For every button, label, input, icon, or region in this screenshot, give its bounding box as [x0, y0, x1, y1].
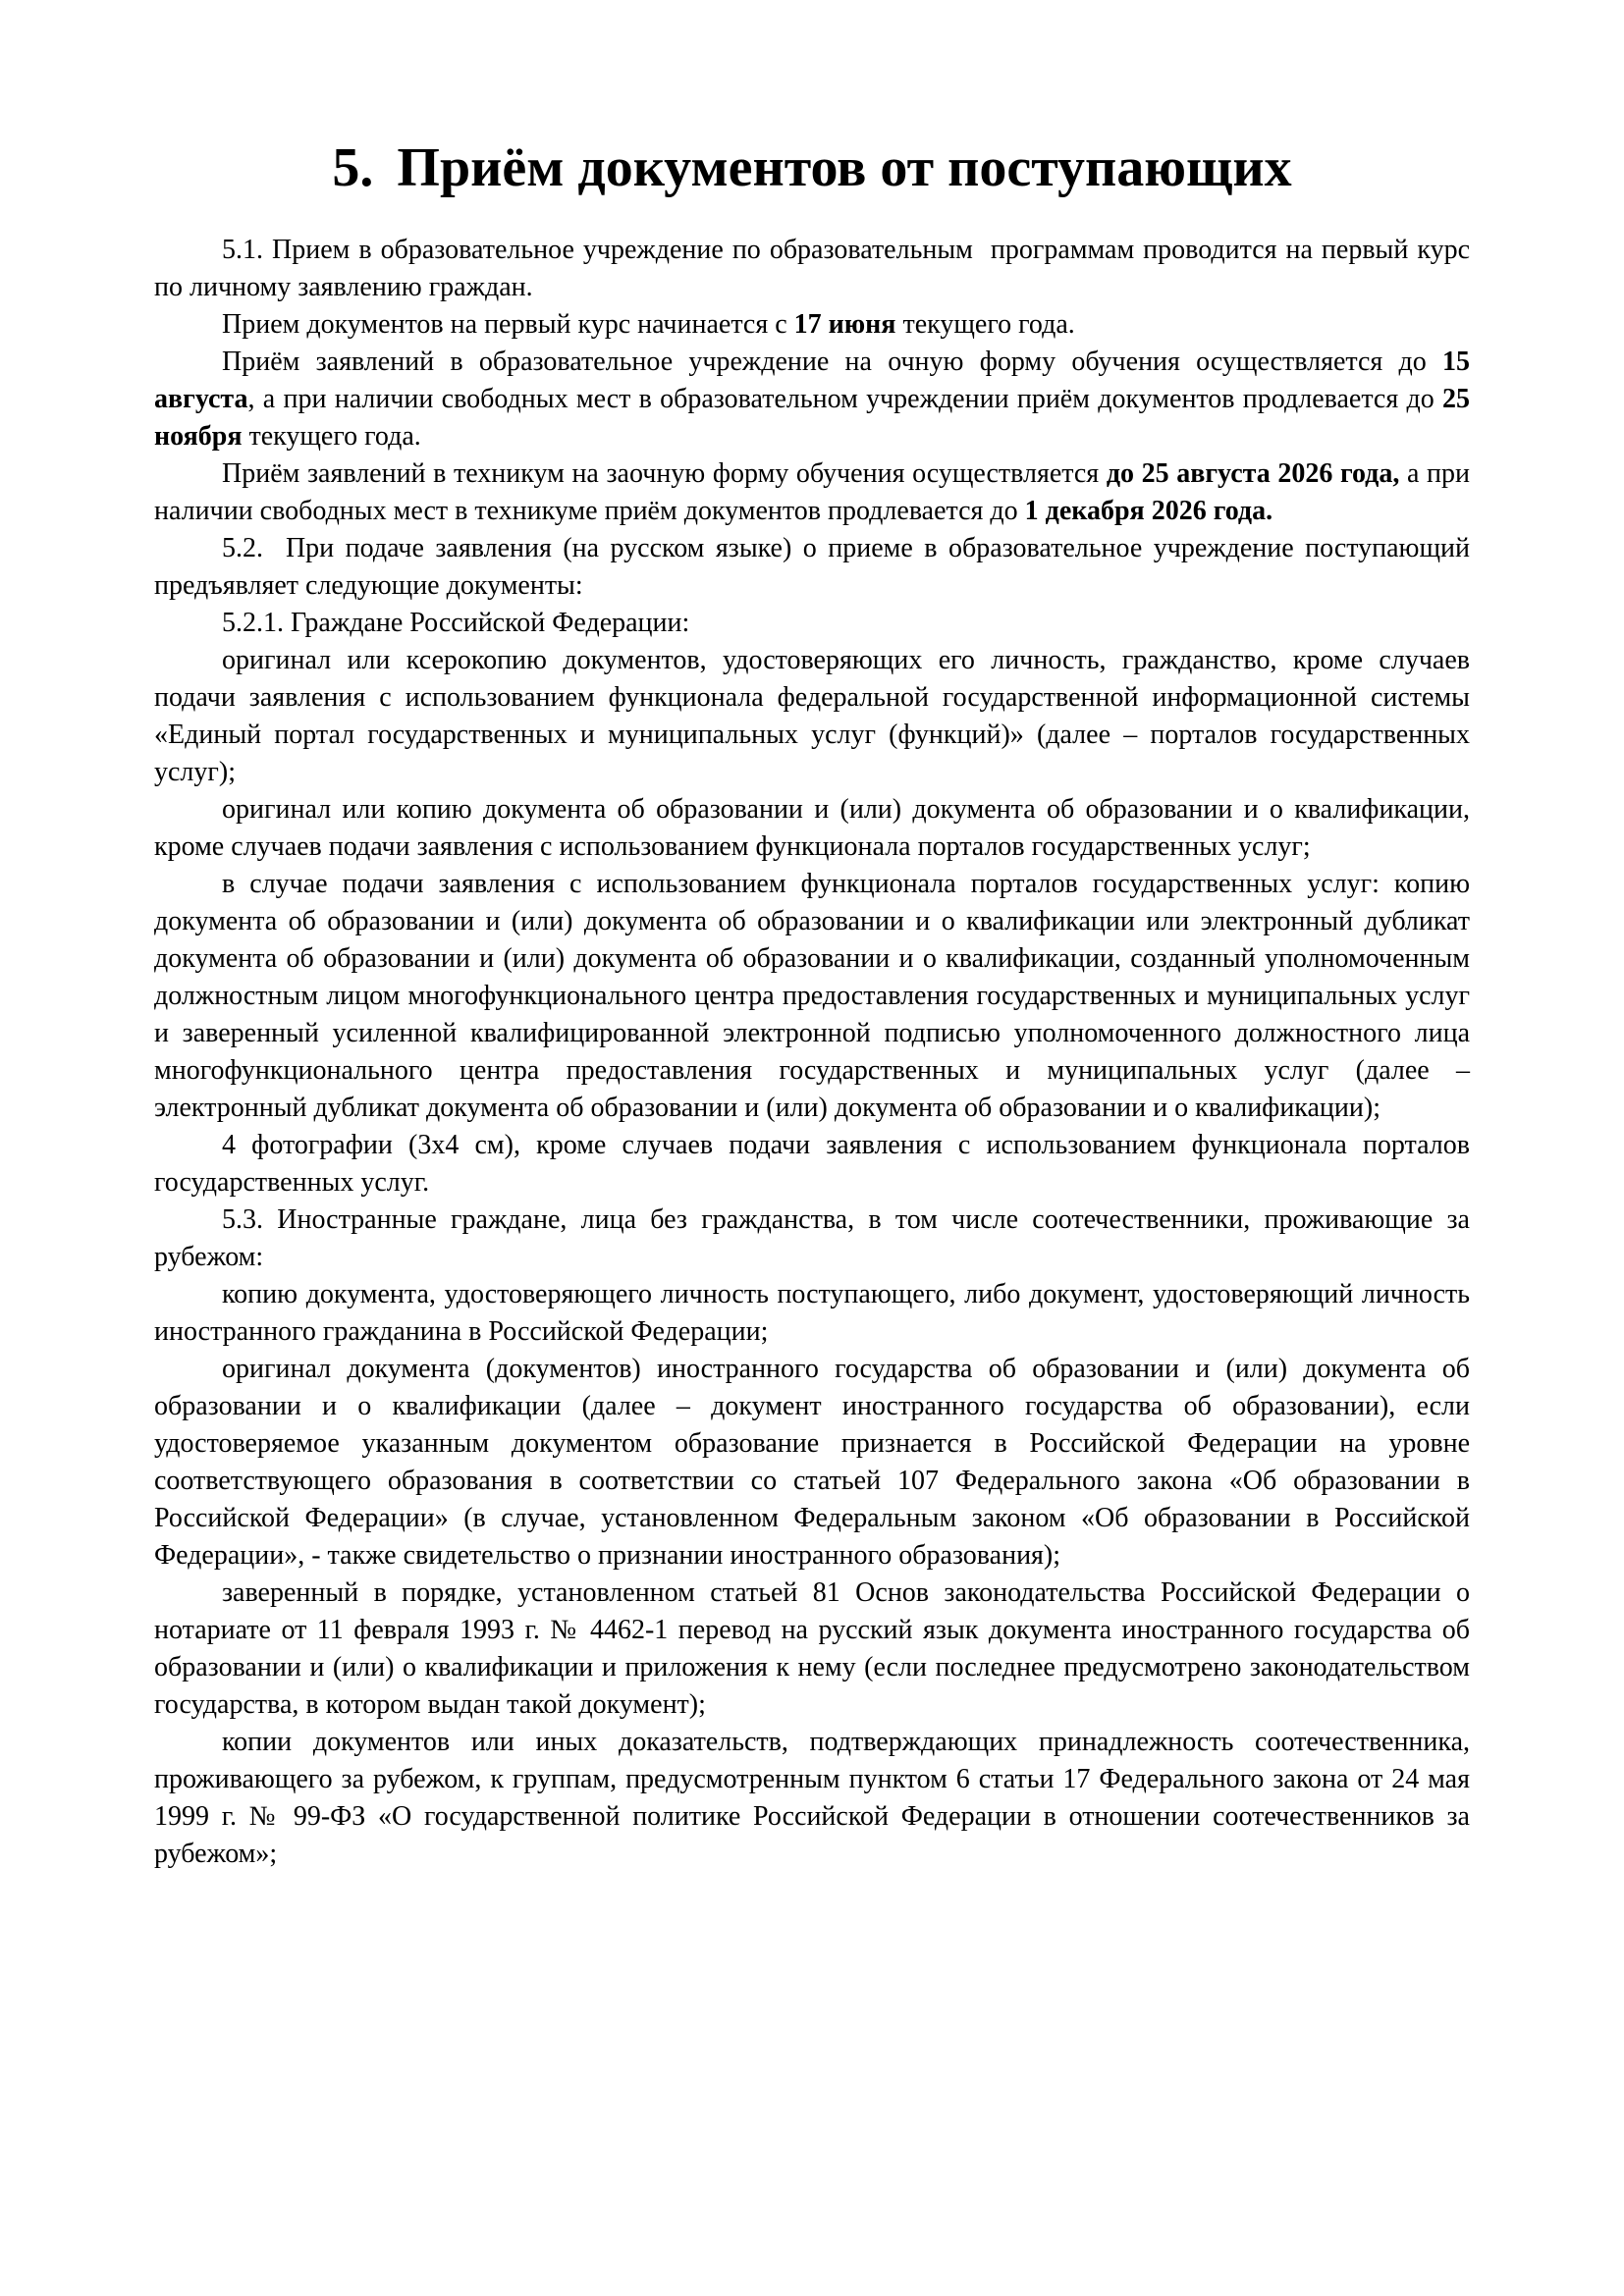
paragraph	[154, 1575, 1470, 1724]
text-run: а при наличии свободных мест в техникуме приём документов продлевается до	[154, 458, 1470, 526]
page-title	[154, 137, 1470, 198]
text-run: Прием документов на первый курс начинается с	[222, 309, 794, 340]
paragraph	[154, 1276, 1470, 1351]
paragraph	[154, 232, 1470, 306]
text-run-bold: до 25 августа 2026 года,	[1106, 458, 1400, 489]
paragraph	[154, 1201, 1470, 1276]
text-run: 4 фотографии (3х4 см), кроме случаев подачи заявления с использованием функционала порталов государственных услуг.	[154, 1130, 1470, 1198]
text-run: оригинал или копию документа об образовании и (или) документа об образовании и о квалификации, кроме случаев подачи заявления с использованием функционала порталов государственных услуг;	[154, 794, 1470, 862]
text-run: 5.3. Иностранные граждане, лица без гражданства, в том числе соотечественники, проживающие за рубежом:	[154, 1204, 1470, 1272]
paragraph	[154, 1351, 1470, 1575]
text-run-bold: 17 июня	[793, 309, 896, 340]
text-run: 5.2.1. Граждане Российской Федерации:	[222, 608, 690, 638]
paragraph	[154, 530, 1470, 605]
text-run: 5.1. Прием в образовательное учреждение по образовательным программам проводится на первый курс по личному заявлению граждан.	[154, 235, 1470, 302]
paragraph	[154, 455, 1470, 530]
text-run-bold: 15 августа	[154, 347, 1470, 414]
text-run: текущего года.	[242, 421, 421, 452]
text-run: в случае подачи заявления с использованием функционала порталов государственных услуг: копию документа об образовании и (или) документа об образовании и о квалификации или электронный дубликат документа об образовании и (или) документа об образовании и о квалификации, созданный уполномоченным должностным лицом многофункционального центра предоставления государственных и муниципальных услуг и заверенный усиленной квалифицированной электронной подписью уполномоченного должностного лица многофункционального центра предоставления государственных и муниципальных услуг (далее – электронный дубликат документа об образовании и (или) документа об образовании и о квалификации);	[154, 869, 1470, 1123]
text-run: заверенный в порядке, установленном статьей 81 Основ законодательства Российской Федерации о нотариате от 11 февраля 1993 г. № 4462-1 перевод на русский язык документа иностранного государства об образовании и (или) о квалификации и приложения к нему (если последнее предусмотрено законодательством государства, в котором выдан такой документ);	[154, 1577, 1470, 1720]
text-run: Приём заявлений в техникум на заочную форму обучения осуществляется	[222, 458, 1107, 489]
text-run: 5.2. При подаче заявления (на русском языке) о приеме в образовательное учреждение поступающий предъявляет следующие документы:	[154, 533, 1470, 601]
paragraph	[154, 1127, 1470, 1201]
document-body	[154, 232, 1470, 1873]
section-number: 5.	[332, 137, 374, 198]
paragraph	[154, 1724, 1470, 1873]
paragraph	[154, 866, 1470, 1127]
text-run-bold: 25 ноября	[154, 384, 1470, 452]
paragraph	[154, 605, 1470, 642]
paragraph	[154, 642, 1470, 791]
text-run-bold: 1 декабря 2026 года.	[1024, 496, 1273, 526]
text-run: Приём заявлений в образовательное учреждение на очную форму обучения осуществляется до	[222, 347, 1442, 377]
text-run: текущего года.	[895, 309, 1075, 340]
text-run: копию документа, удостоверяющего личность поступающего, либо документ, удостоверяющий личность иностранного гражданина в Российской Федерации;	[154, 1279, 1470, 1347]
paragraph	[154, 306, 1470, 344]
paragraph	[154, 791, 1470, 866]
text-run: оригинал или ксерокопию документов, удостоверяющих его личность, гражданство, кроме случаев подачи заявления с использованием функционала федеральной государственной информационной системы «Единый портал государственных и муниципальных услуг (функций)» (далее – порталов государственных услуг);	[154, 645, 1470, 787]
text-run: оригинал документа (документов) иностранного государства об образовании и (или) документа об образовании и о квалификации (далее – документ иностранного государства об образовании), если удостоверяемое указанным документом образование признается в Российской Федерации на уровне соответствующего образования в соответствии со статьей 107 Федерального закона «Об образовании в Российской Федерации» (в случае, установленном Федеральным законом «Об образовании в Российской Федерации», - также свидетельство о признании иностранного образования);	[154, 1354, 1470, 1571]
text-run: , а при наличии свободных мест в образовательном учреждении приём документов продлевается до	[247, 384, 1442, 414]
section-title-text: Приём документов от поступающих	[397, 137, 1292, 198]
paragraph	[154, 344, 1470, 455]
text-run: копии документов или иных доказательств, подтверждающих принадлежность соотечественника, проживающего за рубежом, к группам, предусмотренным пунктом 6 статьи 17 Федерального закона от 24 мая 1999 г. № 99-ФЗ «О государственной политике Российской Федерации в отношении соотечественников за рубежом»;	[154, 1727, 1470, 1869]
